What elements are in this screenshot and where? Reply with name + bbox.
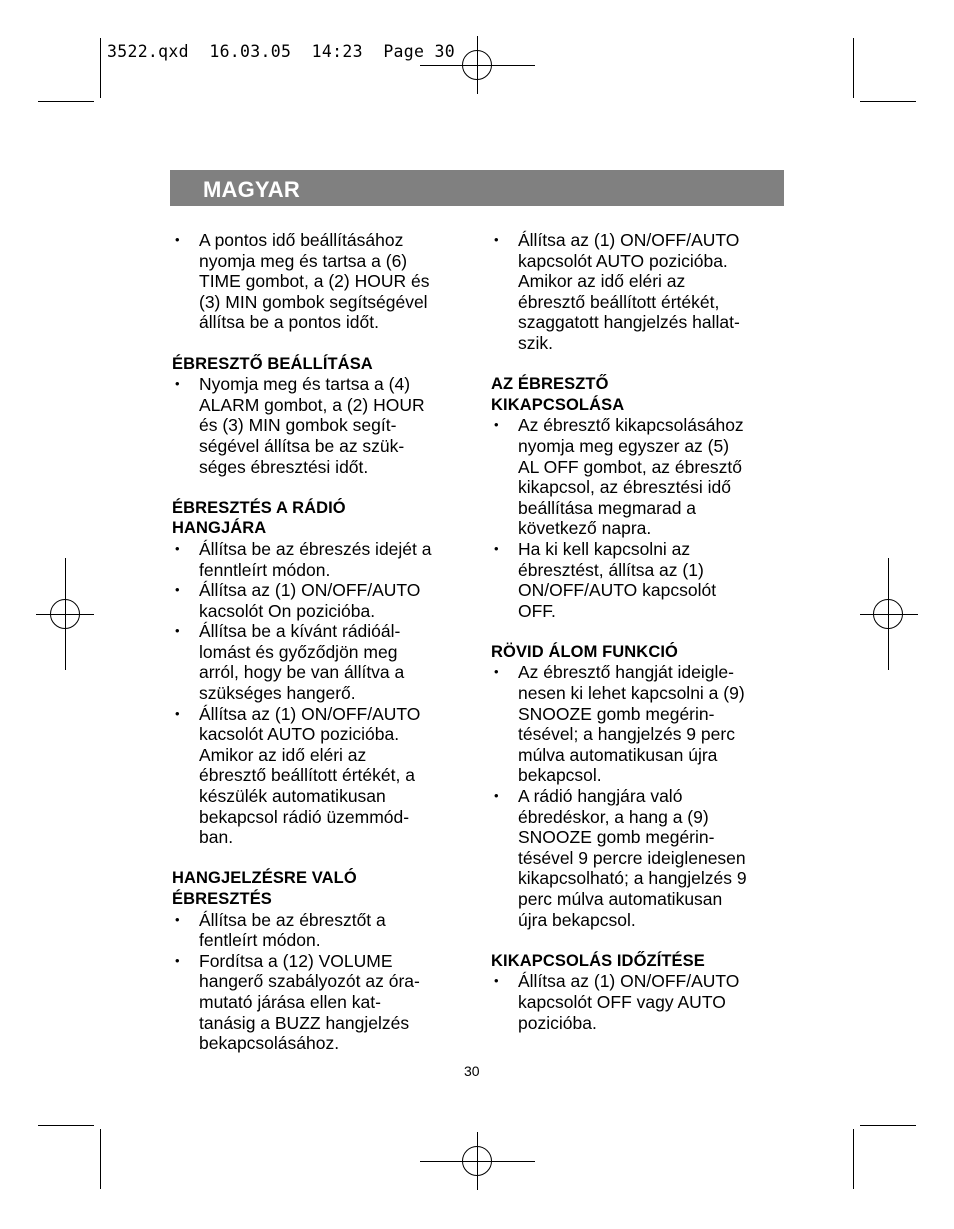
registration-mark xyxy=(462,50,492,80)
section xyxy=(491,642,787,930)
section-heading: RÖVID ÁLOM FUNKCIÓ xyxy=(491,642,678,661)
section xyxy=(491,374,787,621)
bullet-list xyxy=(172,230,468,333)
section-heading: ÉBRESZTŐ BEÁLLÍTÁSA xyxy=(172,354,373,373)
section-heading: ÉBRESZTÉS A RÁDIÓ HANGJÁRA xyxy=(172,498,346,538)
list-item: • Az ébresztő kikapcsolásához nyomja meg egyszer az (5) AL OFF gombot, az ébresztő kikapcsol, az ébresztési idő beállítása megmarad a következő napra. xyxy=(491,415,787,539)
right-column xyxy=(491,230,787,1033)
section-heading: KIKAPCSOLÁS IDŐZÍTÉSE xyxy=(491,951,705,970)
section xyxy=(172,868,468,1053)
section-heading: AZ ÉBRESZTŐ KIKAPCSOLÁSA xyxy=(491,375,625,414)
section xyxy=(172,354,468,478)
left-column xyxy=(172,230,468,1054)
list-item: • Állítsa be a kívánt rádióál- lomást és győződjön meg arról, hogy be van állítva a szükséges hangerő. xyxy=(172,621,468,703)
list-item: • Állítsa be az ébresztőt a fentleírt módon. xyxy=(172,910,468,951)
bullet-list xyxy=(491,662,787,930)
list-item: • A pontos idő beállításához nyomja meg és tartsa a (6) TIME gombot, a (2) HOUR és (3) MIN gombok segítségével állítsa be a pontos időt. xyxy=(172,230,468,333)
crop-mark xyxy=(860,1125,916,1126)
list-item: • Ha ki kell kapcsolni az ébresztést, állítsa az (1) ON/OFF/AUTO kapcsolót OFF. xyxy=(491,539,787,621)
section-heading: HANGJELZÉSRE VALÓ ÉBRESZTÉS xyxy=(172,869,357,908)
bullet-list xyxy=(491,415,787,621)
registration-mark xyxy=(462,1146,492,1176)
bullet-list xyxy=(172,374,468,477)
list-item: • Nyomja meg és tartsa a (4) ALARM gombot, a (2) HOUR és (3) MIN gombok segít- ségével állítsa be az szük- séges ébresztési időt. xyxy=(172,374,468,477)
section xyxy=(491,230,787,354)
registration-mark xyxy=(873,599,903,629)
list-item: • A rádió hangjára való ébredéskor, a hang a (9) SNOOZE gomb megérin- tésével 9 percre ideiglenesen kikapcsolható; a hangjelzés 9 perc múlva automatikusan újra bekapcsol. xyxy=(491,786,787,930)
crop-mark xyxy=(100,38,101,98)
section xyxy=(172,498,468,848)
list-item: • Állítsa az (1) ON/OFF/AUTO kacsolót On pozicióba. xyxy=(172,580,468,621)
crop-mark xyxy=(100,1129,101,1189)
list-item: • Fordítsa a (12) VOLUME hangerő szabályozót az óra- mutató járása ellen kat- tanásig a BUZZ hangjelzés bekapcsolásához. xyxy=(172,951,468,1054)
page-number: 30 xyxy=(464,1063,480,1079)
list-item: • Állítsa az (1) ON/OFF/AUTO kapcsolót OFF vagy AUTO pozicióba. xyxy=(491,971,787,1033)
bullet-list xyxy=(491,971,787,1033)
crop-mark xyxy=(38,1125,94,1126)
language-banner xyxy=(170,170,784,206)
section xyxy=(491,951,787,1033)
registration-mark xyxy=(50,599,80,629)
list-item: • Állítsa az (1) ON/OFF/AUTO kapcsolót AUTO pozicióba. Amikor az idő eléri az ébresztő beállított értékét, szaggatott hangjelzés hallat- szik. xyxy=(491,230,787,354)
file-slug: 3522.qxd 16.03.05 14:23 Page 30 xyxy=(107,42,455,61)
bullet-list xyxy=(172,539,468,848)
list-item: • Állítsa az (1) ON/OFF/AUTO kacsolót AUTO pozicióba. Amikor az idő eléri az ébresztő beállított értékét, a készülék automatikusan bekapcsol rádió üzemmód- ban. xyxy=(172,704,468,848)
list-item: • Az ébresztő hangját ideigle- nesen ki lehet kapcsolni a (9) SNOOZE gomb megérin- tésével; a hangjelzés 9 perc múlva automatikusan újra bekapcsol. xyxy=(491,662,787,786)
crop-mark xyxy=(853,38,854,98)
list-item: • Állítsa be az ébreszés idejét a fenntleírt módon. xyxy=(172,539,468,580)
crop-mark xyxy=(860,101,916,102)
bullet-list xyxy=(491,230,787,354)
bullet-list xyxy=(172,910,468,1054)
section xyxy=(172,230,468,333)
banner-title: MAGYAR xyxy=(203,177,300,202)
crop-mark xyxy=(853,1129,854,1189)
crop-mark xyxy=(38,101,94,102)
